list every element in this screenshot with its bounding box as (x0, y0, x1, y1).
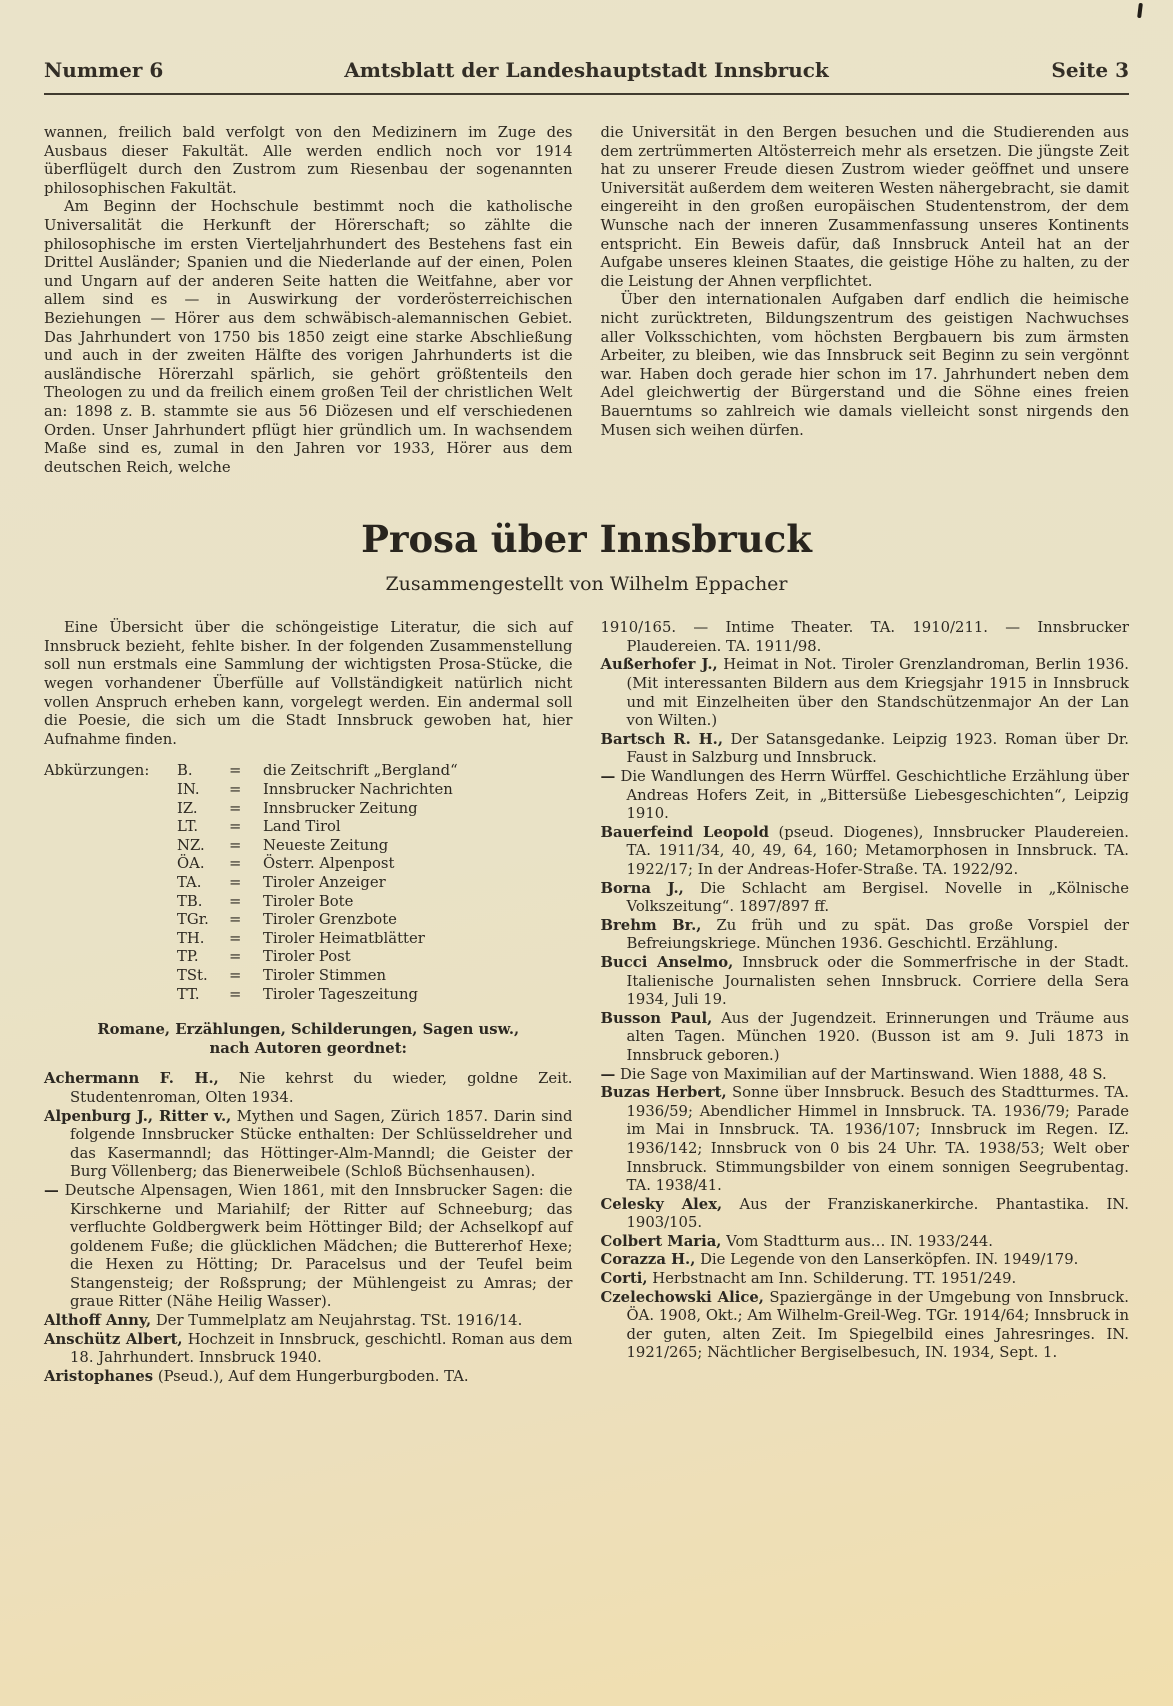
list-heading (44, 1021, 573, 1058)
entry-text: Aus der Franziskanerkirche. Phantastika. IN. 1903/105. (626, 1195, 1129, 1232)
abbreviation-key: TSt. (177, 966, 208, 984)
bib-entry (44, 1070, 573, 1107)
bib-entry (601, 1233, 1130, 1252)
equals-sign: = (229, 874, 242, 891)
abbreviation-row (177, 930, 573, 949)
author-name: Busson Paul, (600, 1009, 713, 1027)
equals-sign: = (229, 781, 242, 799)
equals-sign: = (229, 799, 242, 817)
abbreviation-meaning: Innsbrucker Zeitung (263, 799, 418, 817)
bib-entry (601, 1084, 1130, 1196)
abbreviation-row (177, 781, 573, 800)
equals-sign: = (229, 892, 242, 910)
author-name: Althoff Anny, (44, 1312, 152, 1330)
abbreviation-key: LT. (177, 818, 199, 836)
author-name: Borna J., (600, 879, 684, 897)
author-name: Aristophanes (44, 1367, 154, 1385)
abbreviation-meaning: Österr. Alpenpost (263, 855, 395, 873)
abbreviations-table (177, 762, 573, 1004)
abbreviation-meaning: Innsbrucker Nachrichten (263, 781, 453, 799)
abbreviation-row (177, 893, 573, 912)
bibliography-right-column (601, 619, 1130, 1386)
author-name: Czelechowski Alice, (600, 1288, 764, 1306)
abbreviations-label: Abkürzungen: (44, 762, 150, 780)
abbreviation-key: NZ. (177, 836, 205, 854)
author-name: Buzas Herbert, (600, 1084, 727, 1102)
entries-left (44, 1070, 573, 1386)
entry-text: Deutsche Alpensagen, Wien 1861, mit den Innsbrucker Sagen: die Kirschkerne und Mariahilf; der Ritter auf Schneeburg; das verfluchte Goldbergwerk beim Höttinger Bild; der Achselkopf auf goldenem Fuße; die glücklichen Mädchen; die Buttererhof Hexe; die Hexen zu Hötting; Dr. Paracelsus und der Teufel beim Stangensteig; der Roßsprung; der Mühlengeist zu Amras; der graue Ritter (Nähe Heilig Wasser). (58, 1181, 573, 1311)
bib-entry (601, 1196, 1130, 1233)
bib-entry (601, 824, 1130, 880)
abbreviation-key: TH. (177, 929, 205, 947)
entry-text: (Pseud.), Auf dem Hungerburgboden. TA. (153, 1367, 469, 1385)
bib-entry (601, 1270, 1130, 1289)
article-paragraph: die Universität in den Bergen besuchen und die Studierenden aus dem zertrümmerten Altösterreich mehr als ersetzen. Die jüngste Zeit hat zu unserer Freude diesen Zustrom wieder geöffnet und unsere Universität außerdem dem weiteren Westen nähergebracht, sie damit eingereiht in den großen europäischen Studentenstrom, der dem Wunsche nach der inneren Zusammenfassung unseres Kontinents entspricht. Ein Beweis dafür, daß Innsbruck Anteil hat an der Aufgabe unseres kleinen Staates, die geistige Höhe zu halten, zu der die Leistung der Ahnen verpflichtet. (600, 124, 1129, 290)
masthead (44, 0, 1129, 82)
bib-entry (601, 880, 1130, 917)
author-name: Außerhofer J., (600, 656, 718, 674)
entries-right (601, 619, 1130, 1363)
bib-entry (44, 1182, 573, 1312)
bibliography-left-column (44, 619, 573, 1386)
entry-text: Innsbruck oder die Sommerfrische in der Stadt. Italienische Journalisten sehen Innsbruck. Corriere della Sera 1934, Juli 19. (626, 953, 1129, 1009)
equals-sign: = (229, 948, 242, 966)
abbreviation-key: TP. (177, 948, 199, 966)
author-name: Bartsch R. H., (600, 730, 723, 748)
abbreviation-meaning: Tiroler Anzeiger (263, 874, 386, 891)
page-number: Seite 3 (1051, 58, 1129, 82)
equals-sign: = (229, 818, 242, 836)
author-name: — (44, 1181, 59, 1199)
abbreviation-key: B. (177, 762, 193, 780)
author-name: — (600, 1065, 616, 1083)
section-title-block (44, 517, 1129, 595)
entry-text: Heimat in Not. Tiroler Grenzlandroman, Berlin 1936. (Mit interessanten Bildern aus dem Kriegsjahr 1915 in Innsbruck und mit Einzelheiten über den Standschützenmajor An der Lan von Wilten.) (626, 656, 1129, 730)
author-name: Bauerfeind Leopold (600, 823, 769, 841)
entry-text: Mythen und Sagen, Zürich 1857. Darin sind folgende Innsbrucker Stücke enthalten: Der Schlüsseldreher und das Kasermanndl; das Höttinger-Alm-Manndl; die Geister der Burg Völlenberg; das Bienerweibele (Schloß Büchsenhausen). (70, 1107, 573, 1181)
abbreviation-key: IN. (177, 781, 200, 799)
abbreviation-meaning: die Zeitschrift „Bergland“ (263, 762, 458, 780)
abbreviation-row (177, 855, 573, 874)
entry-text: Der Satansgedanke. Leipzig 1923. Roman über Dr. Faust in Salzburg und Innsbruck. (626, 730, 1130, 767)
abbreviation-row (177, 948, 573, 967)
abbreviation-meaning: Tiroler Stimmen (263, 966, 387, 984)
equals-sign: = (229, 929, 242, 947)
abbreviation-meaning: Tiroler Grenzbote (263, 911, 397, 929)
entry-text: Die Wandlungen des Herrn Würffel. Geschichtliche Erzählung über Andreas Hofers Zeit, in „Bittersüße Liebesgeschichten“, Leipzig 1910. (615, 768, 1129, 823)
abbreviation-row (177, 911, 573, 930)
article-paragraph: Am Beginn der Hochschule bestimmt noch die katholische Universalität die Herkunft der Hörerschaft; so zählte die philosophische im ersten Vierteljahrhundert des Bestehens fast ein Drittel Ausländer; Spanien und die Niederlande auf der einen, Polen und Ungarn auf der anderen Seite hatten die Weitfahne, aber vor allem sind es — in Auswirkung der vorderösterreichischen Beziehungen — Hörer aus dem schwäbisch-alemannischen Gebiet. Das Jahrhundert von 1750 bis 1850 zeigt eine starke Abschließung und auch in der zweiten Hälfte des vorigen Jahrhunderts ist die ausländische Hörerzahl spärlich, sie gehört größtenteils den Theologen zu und da freilich einem großen Teil der christlichen Welt an: 1898 z. B. stammte sie aus 56 Diözesen und elf verschiedenen Orden. Unser Jahrhundert pflügt hier gründlich um. In wachsendem Maße sind es, zumal in den Jahren vor 1933, Hörer aus dem deutschen Reich, welche (44, 198, 573, 476)
entry-text: Herbstnacht am Inn. Schilderung. TT. 1951/249. (647, 1270, 1017, 1288)
newspaper-title: Amtsblatt der Landeshauptstadt Innsbruck (344, 58, 829, 82)
section-title: Prosa über Innsbruck (361, 517, 812, 562)
bib-entry (601, 1010, 1130, 1066)
author-name: Corti, (600, 1270, 648, 1288)
abbreviation-meaning: Tiroler Post (263, 948, 351, 966)
equals-sign: = (229, 911, 242, 929)
entry-text: Spaziergänge in der Umgebung von Innsbruck. ÖA. 1908, Okt.; Am Wilhelm-Greil-Weg. TGr. 1914/64; Innsbruck in der guten, alten Zeit. Im Spiegelbild eines Jahresringes. IN. 1921/265; Nächtlicher Bergiselbesuch, IN. 1934, Sept. 1. (626, 1288, 1129, 1362)
abbreviation-meaning: Tiroler Heimatblätter (263, 929, 425, 947)
equals-sign: = (229, 855, 242, 873)
author-name: — (600, 768, 616, 786)
equals-sign: = (229, 836, 242, 854)
entry-text: Die Schlacht am Bergisel. Novelle in „Kölnische Volkszeitung“. 1897/897 ff. (626, 879, 1129, 916)
bibliography-intro: Eine Übersicht über die schöngeistige Literatur, die sich auf Innsbruck bezieht, fehlte bisher. In der folgenden Zusammenstellung soll nun erstmals eine Sammlung der wichtigsten Prosa-Stücke, die wegen vorhandener Überfülle auf Vollständigkeit natürlich nicht vollen Anspruch erheben kann, vorgelegt werden. Ein andermal soll die Poesie, die sich um die Stadt Innsbruck gewoben hat, hier Aufnahme finden. (44, 619, 573, 748)
list-heading-line: Romane, Erzählungen, Schilderungen, Sagen usw., (97, 1021, 520, 1039)
bib-entry (44, 1108, 573, 1182)
bib-entry (601, 619, 1130, 656)
entry-text: Hochzeit in Innsbruck, geschichtl. Roman aus dem 18. Jahrhundert. Innsbruck 1940. (70, 1330, 573, 1367)
entry-text: Vom Stadtturm aus… IN. 1933/244. (721, 1232, 994, 1250)
abbreviation-meaning: Neueste Zeitung (263, 836, 389, 854)
author-name: Celesky Alex, (600, 1195, 723, 1213)
abbreviation-row (177, 967, 573, 986)
entry-text: Sonne über Innsbruck. Besuch des Stadtturmes. TA. 1936/59; Abendlicher Himmel in Innsbruck. TA. 1936/79; Parade im Mai in Innsbruck. TA. 1936/107; Innsbruck im Regen. IZ. 1936/142; Innsbruck von 0 bis 24 Uhr. TA. 1938/53; Welt ober Innsbruck. Stimmungsbilder von einem sonnigen Seegrubentag. TA. 1938/41. (626, 1084, 1129, 1195)
list-heading-line: nach Autoren geordnet: (209, 1039, 408, 1057)
author-name: Anschütz Albert, (44, 1330, 183, 1348)
bibliography (44, 619, 1129, 1386)
abbreviations-block (44, 762, 573, 1004)
bib-entry (44, 1312, 573, 1331)
article-paragraph: Über den internationalen Aufgaben darf endlich die heimische nicht zurücktreten, Bildungszentrum des geistigen Nachwuchses aller Volksschichten, vom höchsten Bergbauern bis zum ärmsten Arbeiter, zu bleiben, wie das Innsbruck seit Beginn zu sein vergönnt war. Haben doch gerade hier schon im 17. Jahrhundert neben dem Adel gleichwertig der Bürgerstand und die Söhne eines freien Bauerntums so zahlreich wie damals vielleicht sonst nirgends den Musen sich weihen dürfen. (600, 291, 1129, 439)
entry-text: Zu früh und zu spät. Das große Vorspiel der Befreiungskriege. München 1936. Geschichtl. Erzählung. (626, 916, 1130, 953)
equals-sign: = (229, 966, 242, 984)
entry-text: 1910/165. — Intime Theater. TA. 1910/211. — Innsbrucker Plaudereien. TA. 1911/98. (600, 619, 1129, 655)
bib-entry (601, 768, 1130, 824)
entry-text: Die Sage von Maximilian auf der Martinswand. Wien 1888, 48 S. (615, 1065, 1107, 1083)
bib-entry (601, 656, 1130, 730)
abbreviation-meaning: Land Tirol (263, 818, 341, 836)
author-name: Achermann F. H., (44, 1070, 219, 1088)
abbreviation-key: TGr. (177, 911, 209, 929)
abbreviation-key: TA. (177, 874, 202, 891)
section-subtitle: Zusammengestellt von Wilhelm Eppacher (385, 573, 788, 596)
entry-text: Nie kehrst du wieder, goldne Zeit. Studentenroman, Olten 1934. (70, 1070, 573, 1106)
abbreviation-key: TT. (177, 985, 200, 1003)
top-article-left-column (44, 124, 573, 477)
equals-sign: = (229, 762, 242, 780)
article-paragraph: wannen, freilich bald verfolgt von den Medizinern im Zuge des Ausbaus dieser Fakultät. Alle werden endlich noch vor 1914 überflügelt durch den Zustrom zum Riesenbau der sogenannten philosophischen Fakultät. (44, 124, 573, 197)
abbreviation-row (177, 874, 573, 893)
abbreviation-row (177, 800, 573, 819)
abbreviation-meaning: Tiroler Tageszeitung (263, 985, 418, 1003)
author-name: Brehm Br., (600, 916, 702, 934)
bib-entry (44, 1368, 573, 1387)
top-article-right-column (601, 124, 1130, 477)
author-name: Corazza H., (600, 1251, 696, 1269)
entry-text: Der Tummelplatz am Neujahrstag. TSt. 1916/14. (151, 1312, 523, 1330)
bib-entry (44, 1331, 573, 1368)
abbreviation-key: TB. (177, 892, 203, 910)
author-name: Alpenburg J., Ritter v., (44, 1107, 232, 1125)
top-article (44, 124, 1129, 477)
abbreviation-row (177, 762, 573, 781)
entry-text: Die Legende von den Lanserköpfen. IN. 1949/179. (695, 1251, 1079, 1269)
abbreviation-row (177, 837, 573, 856)
author-name: Colbert Maria, (600, 1232, 722, 1250)
author-name: Bucci Anselmo, (600, 953, 734, 971)
abbreviation-meaning: Tiroler Bote (263, 892, 354, 910)
bib-entry (601, 917, 1130, 954)
masthead-rule (44, 93, 1129, 95)
abbreviation-row (177, 986, 573, 1005)
equals-sign: = (229, 985, 242, 1003)
entry-text: Aus der Jugendzeit. Erinnerungen und Träume aus alten Tagen. München 1920. (Busson ist am 9. Juli 1873 in Innsbruck geboren.) (626, 1009, 1129, 1064)
abbreviation-row (177, 818, 573, 837)
issue-number: Nummer 6 (44, 58, 164, 82)
entry-text: (pseud. Diogenes), Innsbrucker Plaudereien. TA. 1911/34, 40, 49, 64, 160; Metamorphosen in Innsbruck. TA. 1922/17; In der Andreas-Hofer-Straße. TA. 1922/92. (626, 823, 1129, 878)
abbreviation-key: ÖA. (177, 855, 205, 873)
bib-entry (601, 1289, 1130, 1363)
bib-entry (601, 1066, 1130, 1085)
bib-entry (601, 731, 1130, 768)
abbreviation-key: IZ. (177, 799, 198, 817)
bib-entry (601, 1251, 1130, 1270)
bib-entry (601, 954, 1130, 1010)
